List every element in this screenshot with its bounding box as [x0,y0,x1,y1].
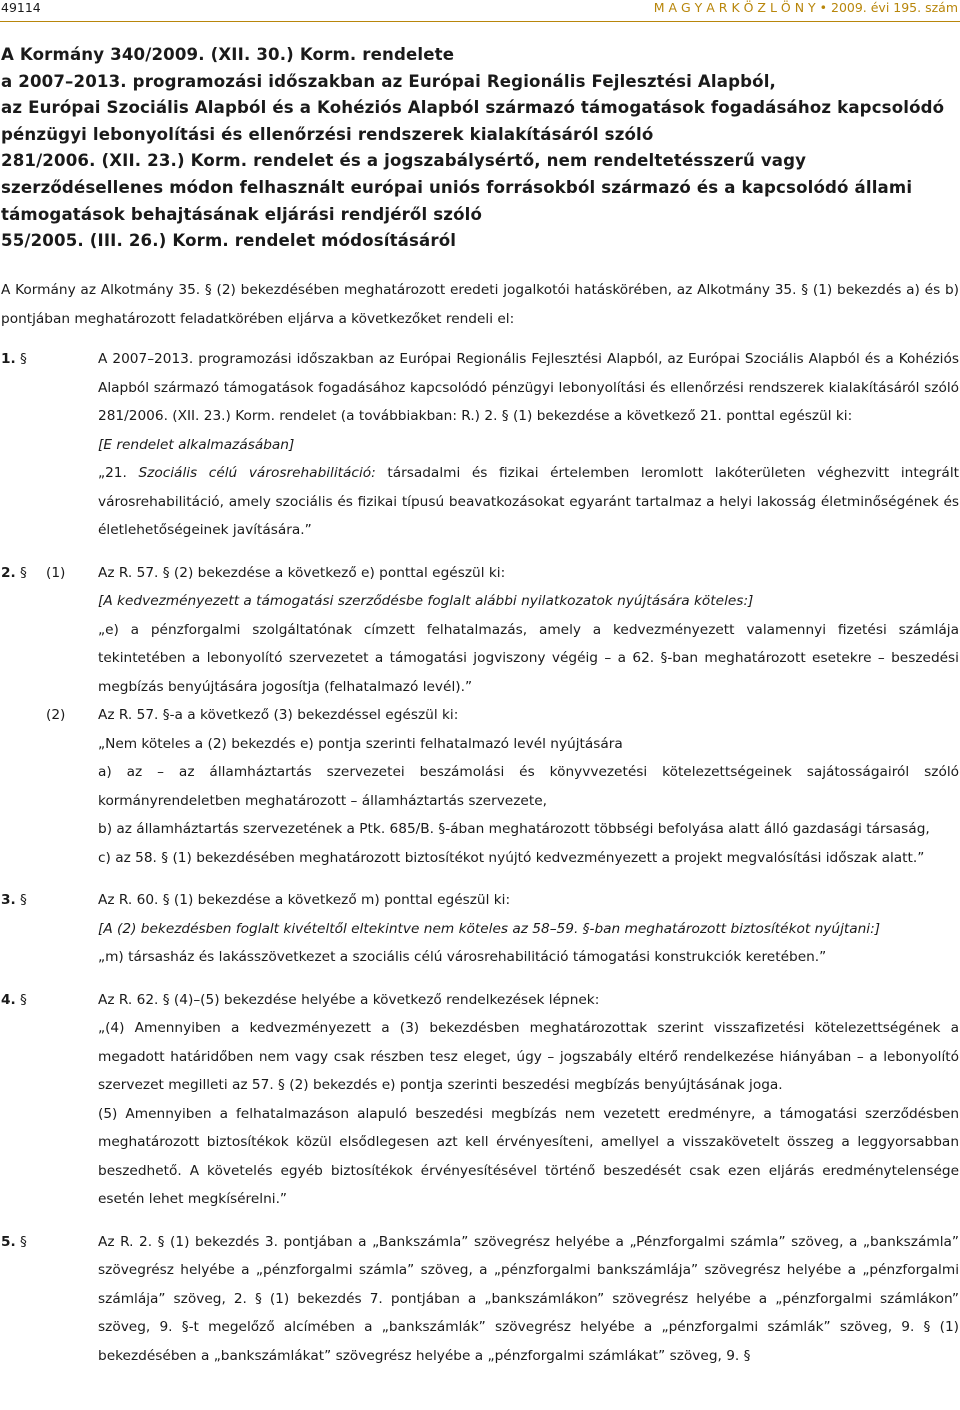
section-text: A 2007–2013. programozási időszakban az Európai Regionális Fejlesztési Alapból, az Európai Szociális Alapból és a Kohéziós Alapból származó támogatások fogadásához kapcsolódó pénzügyi lebonyolítási és ellenőrzési rendszerek kialakításáról szóló 281/2006. (XII. 23.) Korm. rendelet (a továbbiakban: R.) 2. § (1) bekezdése a következő 21. ponttal egészül ki: [98,351,959,424]
quoted-point: „Nem köteles a (2) bekezdés e) pontja szerinti felhatalmazó levél nyújtására [98,735,623,752]
section-3 [1,886,959,972]
page-number: 49114 [1,0,41,15]
title-line: 55/2005. (III. 26.) Korm. rendelet módosításáról [1,231,457,251]
section-number: 4. [1,991,16,1008]
section-4 [1,986,959,1214]
quoted-paragraph: (5) Amennyiben a felhatalmazáson alapuló beszedési megbízás nem vezetett eredményre, a támogatási szerződésben meghatározott biztosítékok közül elsődlegesen azt kell érvényesíteni, amellyel a visszakövetelt összeg a leggyorsabban beszedhető. A követelés egyéb biztosítékok érvényesítésével történő beszedését csak ezen eljárás eredménytelensége esetén lehet megkísérelni.” [98,1105,959,1207]
title-line: szerződésellenes módon felhasznált európai uniós forrásokból származó és a kapcsolódó állami [1,177,913,197]
defined-term: Szociális célú városrehabilitáció: [138,465,376,481]
subsection-label: (1) [46,564,66,581]
section-number: 1. [1,351,16,367]
intro-paragraph: A Kormány az Alkotmány 35. § (2) bekezdésében meghatározott eredeti jogalkotói hatáskörében, az Alkotmány 35. § (1) bekezdés a) és b) pontjában meghatározott feladatkörében eljárva a következőket rendeli el: [1,282,959,327]
header-rule [0,21,960,22]
title-line: A Kormány 340/2009. (XII. 30.) Korm. rendelete [1,45,455,64]
title-line: a 2007–2013. programozási időszakban az Európai Regionális Fejlesztési Alapból, [1,71,777,91]
journal-name: M A G Y A R K Ö Z L Ö N Y • 2009. évi 195. szám [653,0,958,15]
section-text: Az R. 60. § (1) bekezdése a következő m) ponttal egészül ki: [98,892,511,908]
quoted-paragraph: „(4) Amennyiben a kedvezményezett a (3) bekezdésben meghatározottak szerint visszafizetési kötelezettségének a megadott határidőben nem vagy csak részben tesz eleget, úgy – jogszabály eltérő rendelkezése hiányában – a lebonyolító szervezet megilleti az 57. § (2) bekezdés e) pontja szerinti beszedési megbízás benyújtásának joga. [98,1020,959,1093]
title-line: 281/2006. (XII. 23.) Korm. rendelet és a jogszabálysértő, nem rendeltetésszerű vagy [1,151,807,171]
quoted-point: a) az – az államháztartás szervezetei beszámolási és könyvvezetési kötelezettségeinek sajátosságairól szóló kormányrendeletben meghatározott – államháztartás szervezete, [98,764,959,809]
subsection-text: Az R. 57. §-a a következő (3) bekezdéssel egészül ki: [98,707,459,723]
section-sign: § [20,351,27,367]
bracket-note: [A kedvezményezett a támogatási szerződésbe foglalt alábbi nyilatkozatok nyújtására köteles:] [98,593,754,609]
quoted-point: b) az államháztartás szervezetének a Ptk. 685/B. §-ában meghatározott többségi befolyása alatt álló gazdasági társaság, [98,821,930,837]
section-number: 3. [1,892,16,908]
section-text: Az R. 2. § (1) bekezdés 3. pontjában a „Bankszámla” szövegrész helyébe a „Pénzforgalmi számla” szöveg, a „bankszámla” szövegrész helyébe a „pénzforgalmi számla” szöveg, a „pénzforgalmi bankszámlája” szövegrész helyébe a „pénzforgalmi számlája” szöveg, 2. § (1) bekezdés 7. pontjában a „bankszámlákon” szövegrész helyébe a „pénzforgalmi számlákon” szöveg, 9. §-t megelőző alcímében a „bankszámlák” szövegrész helyébe a „pénzforgalmi számlák” szöveg, 9. § (1) bekezdésében a „bankszámlákat” szövegrész helyébe a „pénzforgalmi számlákat” szöveg, 9. § [98,1233,959,1364]
section-1 [1,345,959,545]
section-sign: § [20,1233,27,1250]
bracket-note: [E rendelet alkalmazásában] [98,436,295,453]
subsection-2 [46,701,959,730]
definition-paragraph [98,459,959,545]
section-2 [1,559,959,873]
section-number: 5. [1,1233,16,1250]
section-sign: § [20,892,27,908]
section-text: Az R. 62. § (4)–(5) bekezdése helyébe a következő rendelkezések lépnek: [98,991,600,1008]
title-line: pénzügyi lebonyolítási és ellenőrzési rendszerek kialakításáról szóló [1,124,654,144]
section-sign: § [20,991,27,1008]
title-line: támogatások behajtásának eljárási rendjéről szóló [1,204,483,224]
section-sign: § [20,564,27,581]
quoted-point: c) az 58. § (1) bekezdésében meghatározott biztosítékot nyújtó kedvezményezett a projekt megvalósítási időszak alatt.” [98,849,925,866]
quoted-point: „m) társasház és lakásszövetkezet a szociális célú városrehabilitáció támogatási konstrukciók keretében.” [98,949,827,965]
subsection-1 [46,559,959,588]
quoted-point: „e) a pénzforgalmi szolgáltatónak címzett felhatalmazás, amely a kedvezményezett valamennyi fizetési számlája tekintetében a lebonyolító szervezetet a támogatási jogviszony végéig – a 62. §-ban meghatározott esetekre – beszedési megbízás benyújtására jogosítja (felhatalmazó levél).” [98,621,959,695]
section-5 [1,1228,959,1371]
point-number: „21. [98,465,139,481]
running-header [0,0,960,16]
subsection-text: Az R. 57. § (2) bekezdése a következő e) ponttal egészül ki: [98,564,506,581]
section-number: 2. [1,564,16,581]
bracket-note: [A (2) bekezdésben foglalt kivételtől eltekintve nem köteles az 58–59. §-ban meghatározott biztosítékot nyújtani:] [98,920,881,937]
subsection-label: (2) [46,707,66,723]
decree-body [1,276,959,1384]
title-line: az Európai Szociális Alapból és a Kohéziós Alapból származó támogatások fogadásához kapcsolódó [1,98,945,118]
decree-title [1,42,959,255]
definition-text: társadalmi és fizikai értelemben leromlott lakóterületen véghezvitt integrált városrehabilitáció, amely szociális és fizikai típusú beavatkozásokat egyaránt tartalmaz a helyi lakosság életminőségének és életlehetőségeinek javítására.” [98,465,959,538]
